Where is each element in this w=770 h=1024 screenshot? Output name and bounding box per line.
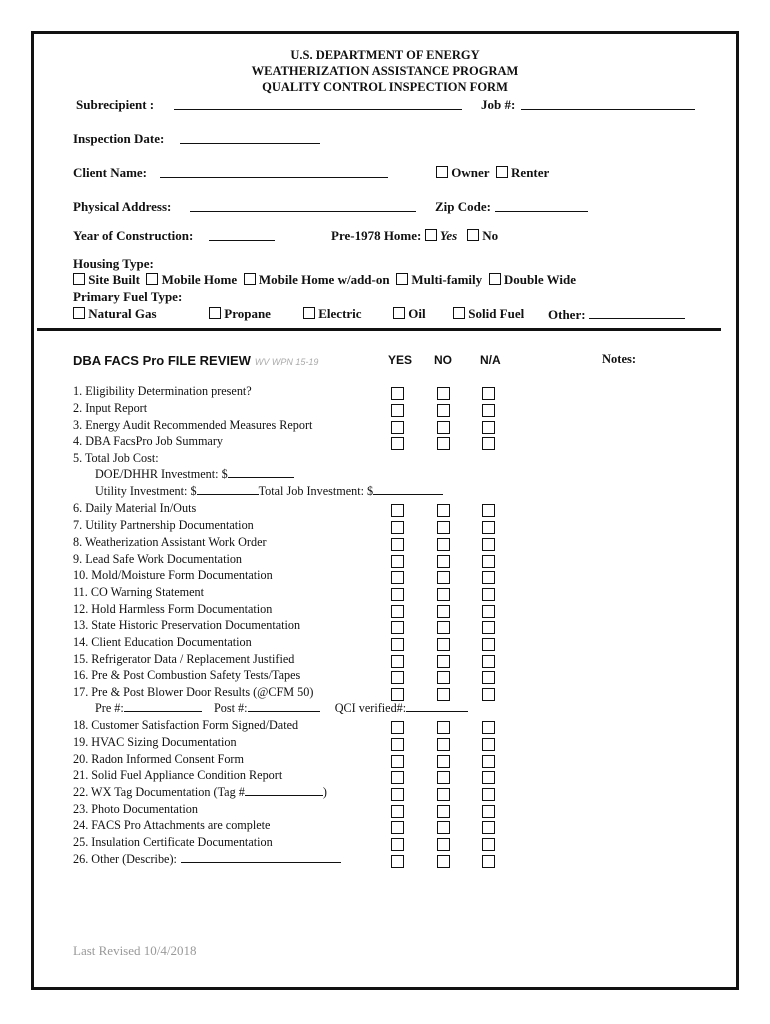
fuel-solid-fuel-checkbox[interactable]: [453, 307, 465, 319]
checklist-item-3: [73, 418, 312, 433]
item-24-na-checkbox[interactable]: [482, 821, 495, 834]
item-18-na-checkbox[interactable]: [482, 721, 495, 734]
item-25-yes-checkbox[interactable]: [391, 838, 404, 851]
header-line-3: QUALITY CONTROL INSPECTION FORM: [262, 80, 508, 94]
fuel-electric-label: Electric: [318, 306, 362, 321]
item-26-yes-checkbox[interactable]: [391, 855, 404, 868]
checklist-item-label: 14. Client Education Documentation: [73, 635, 252, 649]
col-notes: Notes:: [602, 352, 637, 366]
utility-investment-label: Utility Investment: $: [95, 484, 197, 498]
fuel-other-label: Other:: [548, 307, 586, 322]
checklist-item-label: 13. State Historic Preservation Documentation: [73, 618, 301, 632]
item-1-na-checkbox[interactable]: [482, 387, 495, 400]
checklist-item-label: 20. Radon Informed Consent Form: [73, 752, 244, 766]
item-17-yes-checkbox[interactable]: [391, 688, 404, 701]
checklist-item-19: [73, 735, 237, 750]
renter-checkbox[interactable]: [496, 166, 508, 178]
checklist-item-label: 4. DBA FacsPro Job Summary: [73, 434, 223, 448]
item-4-na-checkbox[interactable]: [482, 437, 495, 450]
item-2-no-checkbox[interactable]: [437, 404, 450, 417]
job-label: Job #:: [481, 97, 516, 112]
pre1978-label: Pre-1978 Home:: [331, 228, 422, 243]
fuel-natural-gas-checkbox[interactable]: [73, 307, 85, 319]
item-17-na-checkbox[interactable]: [482, 688, 495, 701]
item-25-na-checkbox[interactable]: [482, 838, 495, 851]
total-investment-field[interactable]: [373, 484, 443, 495]
utility-investment-field[interactable]: [197, 484, 259, 495]
item-20-yes-checkbox[interactable]: [391, 755, 404, 768]
zip-field[interactable]: [495, 199, 588, 212]
item-1-yes-checkbox[interactable]: [391, 387, 404, 400]
review-title: DBA FACS Pro FILE REVIEW: [73, 353, 251, 368]
item-10-na-checkbox[interactable]: [482, 571, 495, 584]
year-label: Year of Construction:: [73, 228, 194, 243]
item-7-na-checkbox[interactable]: [482, 521, 495, 534]
checklist-item-label: 24. FACS Pro Attachments are complete: [73, 818, 271, 832]
item-11-na-checkbox[interactable]: [482, 588, 495, 601]
item-18-no-checkbox[interactable]: [437, 721, 450, 734]
fuel-type-label: Primary Fuel Type:: [73, 289, 183, 304]
checklist-item-20: [73, 752, 244, 767]
item-21-yes-checkbox[interactable]: [391, 771, 404, 784]
client-name-label: Client Name:: [73, 165, 148, 180]
header-line-1: U.S. DEPARTMENT OF ENERGY: [290, 48, 480, 62]
pre1978-yes-label: Yes: [439, 228, 458, 243]
item-8-na-checkbox[interactable]: [482, 538, 495, 551]
tag-number-field[interactable]: [245, 785, 323, 796]
checklist-item-7: [73, 518, 254, 533]
fuel-natural-gas-label: Natural Gas: [88, 306, 157, 321]
checklist-item-label: 17. Pre & Post Blower Door Results (@CFM 50): [73, 685, 314, 699]
renter-label: Renter: [511, 165, 550, 180]
review-subtitle: WV WPN 15-19: [254, 357, 319, 367]
pre-field[interactable]: [124, 701, 202, 712]
checklist-item-8: [73, 535, 267, 550]
tag-close-paren: ): [322, 785, 327, 799]
checklist-item-5: [73, 451, 159, 466]
checklist-item-25: [73, 835, 273, 850]
qci-field[interactable]: [406, 701, 468, 712]
housing-multi-family-checkbox[interactable]: [396, 273, 408, 285]
physical-address-label: Physical Address:: [73, 199, 172, 214]
item-23-no-checkbox[interactable]: [437, 805, 450, 818]
item-6-no-checkbox[interactable]: [437, 504, 450, 517]
col-na: N/A: [480, 353, 501, 367]
checklist-item-label: 8. Weatherization Assistant Work Order: [73, 535, 267, 549]
checklist-item-label: 9. Lead Safe Work Documentation: [73, 552, 243, 566]
zip-label: Zip Code:: [435, 199, 491, 214]
checklist-item-label: 2. Input Report: [73, 401, 148, 415]
item-12-yes-checkbox[interactable]: [391, 605, 404, 618]
housing-site-built-label: Site Built: [88, 272, 140, 287]
item-15-na-checkbox[interactable]: [482, 655, 495, 668]
checklist-item-label: 3. Energy Audit Recommended Measures Report: [73, 418, 313, 432]
item-7-yes-checkbox[interactable]: [391, 521, 404, 534]
checklist-item-4: [73, 434, 223, 449]
item-2-yes-checkbox[interactable]: [391, 404, 404, 417]
item-8-yes-checkbox[interactable]: [391, 538, 404, 551]
checklist-item-label: 26. Other (Describe):: [73, 852, 177, 866]
item-12-no-checkbox[interactable]: [437, 605, 450, 618]
checklist-item-label: 1. Eligibility Determination present?: [73, 384, 252, 398]
item-12-na-checkbox[interactable]: [482, 605, 495, 618]
item-11-no-checkbox[interactable]: [437, 588, 450, 601]
item-22-no-checkbox[interactable]: [437, 788, 450, 801]
checklist-item-label: 16. Pre & Post Combustion Safety Tests/Tapes: [73, 668, 301, 682]
checklist-item-13: [73, 618, 300, 633]
item-14-yes-checkbox[interactable]: [391, 638, 404, 651]
item-24-no-checkbox[interactable]: [437, 821, 450, 834]
item-14-na-checkbox[interactable]: [482, 638, 495, 651]
item-13-yes-checkbox[interactable]: [391, 621, 404, 634]
item-4-yes-checkbox[interactable]: [391, 437, 404, 450]
item-4-no-checkbox[interactable]: [437, 437, 450, 450]
item-6-yes-checkbox[interactable]: [391, 504, 404, 517]
col-no: NO: [434, 353, 452, 367]
item-22-yes-checkbox[interactable]: [391, 788, 404, 801]
checklist-item-label: 6. Daily Material In/Outs: [73, 501, 197, 515]
checklist-item-21: [73, 768, 282, 783]
item-2-na-checkbox[interactable]: [482, 404, 495, 417]
owner-checkbox[interactable]: [436, 166, 448, 178]
checklist-item-label: 15. Refrigerator Data / Replacement Justified: [73, 652, 295, 666]
item-18-yes-checkbox[interactable]: [391, 721, 404, 734]
checklist-item-17: [73, 685, 313, 700]
item-3-na-checkbox[interactable]: [482, 421, 495, 434]
checklist-item-22: [73, 785, 327, 800]
item-8-no-checkbox[interactable]: [437, 538, 450, 551]
item-23-yes-checkbox[interactable]: [391, 805, 404, 818]
pre1978-no-label: No: [482, 228, 499, 243]
checklist-item-label: 10. Mold/Moisture Form Documentation: [73, 568, 273, 582]
housing-type-label: Housing Type:: [73, 256, 154, 271]
pre1978-yes-checkbox[interactable]: [425, 229, 437, 241]
fuel-propane-label: Propane: [224, 306, 271, 321]
item-1-no-checkbox[interactable]: [437, 387, 450, 400]
item-6-na-checkbox[interactable]: [482, 504, 495, 517]
qci-label: QCI verified#:: [334, 701, 407, 715]
total-investment-label: Total Job Investment: $: [258, 484, 374, 498]
doe-investment-label: DOE/DHHR Investment: $: [95, 467, 228, 481]
item-21-no-checkbox[interactable]: [437, 771, 450, 784]
year-field[interactable]: [209, 228, 275, 241]
item-15-yes-checkbox[interactable]: [391, 655, 404, 668]
housing-double-wide-label: Double Wide: [503, 272, 576, 287]
fuel-other-field[interactable]: [589, 306, 685, 319]
item-20-na-checkbox[interactable]: [482, 755, 495, 768]
checklist-item-12: [73, 602, 272, 617]
fuel-solid-fuel-label: Solid Fuel: [468, 306, 525, 321]
job-field[interactable]: [521, 97, 695, 110]
section-divider: [37, 328, 721, 331]
pre-label: Pre #:: [95, 701, 124, 715]
checklist-item-label: 21. Solid Fuel Appliance Condition Report: [73, 768, 283, 782]
checklist-item-label: 12. Hold Harmless Form Documentation: [73, 602, 273, 616]
item-19-na-checkbox[interactable]: [482, 738, 495, 751]
checklist-item-label: 18. Customer Satisfaction Form Signed/Dated: [73, 718, 299, 732]
checklist-item-label: 11. CO Warning Statement: [73, 585, 205, 599]
housing-mobile-addon-checkbox[interactable]: [244, 273, 256, 285]
checklist-item-label: 19. HVAC Sizing Documentation: [73, 735, 237, 749]
item-3-no-checkbox[interactable]: [437, 421, 450, 434]
post-label: Post #:: [213, 701, 248, 715]
fuel-oil-checkbox[interactable]: [393, 307, 405, 319]
item-11-yes-checkbox[interactable]: [391, 588, 404, 601]
item-7-no-checkbox[interactable]: [437, 521, 450, 534]
subrecipient-field[interactable]: [174, 97, 462, 110]
post-field[interactable]: [248, 701, 320, 712]
item-9-na-checkbox[interactable]: [482, 555, 495, 568]
item-25-no-checkbox[interactable]: [437, 838, 450, 851]
housing-double-wide-checkbox[interactable]: [489, 273, 501, 285]
item-9-yes-checkbox[interactable]: [391, 555, 404, 568]
item-9-no-checkbox[interactable]: [437, 555, 450, 568]
checklist-item-14: [73, 635, 252, 650]
physical-address-field[interactable]: [190, 199, 416, 212]
item-26-no-checkbox[interactable]: [437, 855, 450, 868]
item-22-na-checkbox[interactable]: [482, 788, 495, 801]
fuel-electric-checkbox[interactable]: [303, 307, 315, 319]
item-16-yes-checkbox[interactable]: [391, 671, 404, 684]
checklist-item-label: 23. Photo Documentation: [73, 802, 198, 816]
client-name-field[interactable]: [160, 165, 388, 178]
housing-mobile-home-label: Mobile Home: [161, 272, 238, 287]
item-13-na-checkbox[interactable]: [482, 621, 495, 634]
checklist-item-10: [73, 568, 273, 583]
checklist-item-23: [73, 802, 198, 817]
housing-multi-family-label: Multi-family: [411, 272, 483, 287]
checklist-item-18: [73, 718, 298, 733]
inspection-date-field[interactable]: [180, 131, 320, 144]
item-21-na-checkbox[interactable]: [482, 771, 495, 784]
checklist-item-16: [73, 668, 300, 683]
checklist-item-9: [73, 552, 242, 567]
item-23-na-checkbox[interactable]: [482, 805, 495, 818]
item-20-no-checkbox[interactable]: [437, 755, 450, 768]
item-26-na-checkbox[interactable]: [482, 855, 495, 868]
item-24-yes-checkbox[interactable]: [391, 821, 404, 834]
item-10-no-checkbox[interactable]: [437, 571, 450, 584]
item-19-no-checkbox[interactable]: [437, 738, 450, 751]
inspection-date-label: Inspection Date:: [73, 131, 165, 146]
checklist-item-15: [73, 652, 294, 667]
item-13-no-checkbox[interactable]: [437, 621, 450, 634]
checklist-item-26: [73, 852, 341, 867]
housing-mobile-addon-label: Mobile Home w/add-on: [258, 272, 390, 287]
checklist-item-label: 7. Utility Partnership Documentation: [73, 518, 254, 532]
checklist-item-label: 25. Insulation Certificate Documentation: [73, 835, 273, 849]
item-16-na-checkbox[interactable]: [482, 671, 495, 684]
housing-site-built-checkbox[interactable]: [73, 273, 85, 285]
checklist-item-6: [73, 501, 196, 516]
fuel-oil-label: Oil: [408, 306, 426, 321]
checklist-item-label: 22. WX Tag Documentation (Tag #: [73, 785, 245, 799]
item-15-no-checkbox[interactable]: [437, 655, 450, 668]
col-yes: YES: [388, 353, 413, 367]
header-line-2: WEATHERIZATION ASSISTANCE PROGRAM: [251, 64, 519, 78]
checklist-item-label: 5. Total Job Cost:: [73, 451, 159, 465]
housing-mobile-home-checkbox[interactable]: [146, 273, 158, 285]
footer-revised: Last Revised 10/4/2018: [73, 943, 197, 958]
item-17-no-checkbox[interactable]: [437, 688, 450, 701]
doe-investment-field[interactable]: [228, 467, 294, 478]
other-describe-field[interactable]: [181, 852, 341, 863]
housing-options: [73, 272, 576, 288]
item-14-no-checkbox[interactable]: [437, 638, 450, 651]
checklist-item-24: [73, 818, 270, 833]
checklist-item-11: [73, 585, 204, 600]
pre1978-no-checkbox[interactable]: [467, 229, 479, 241]
fuel-propane-checkbox[interactable]: [209, 307, 221, 319]
checklist-item-2: [73, 401, 147, 416]
subrecipient-label: Subrecipient :: [76, 97, 155, 112]
checklist-item-1: [73, 384, 252, 399]
item-10-yes-checkbox[interactable]: [391, 571, 404, 584]
item-3-yes-checkbox[interactable]: [391, 421, 404, 434]
item-19-yes-checkbox[interactable]: [391, 738, 404, 751]
owner-label: Owner: [451, 165, 490, 180]
item-16-no-checkbox[interactable]: [437, 671, 450, 684]
